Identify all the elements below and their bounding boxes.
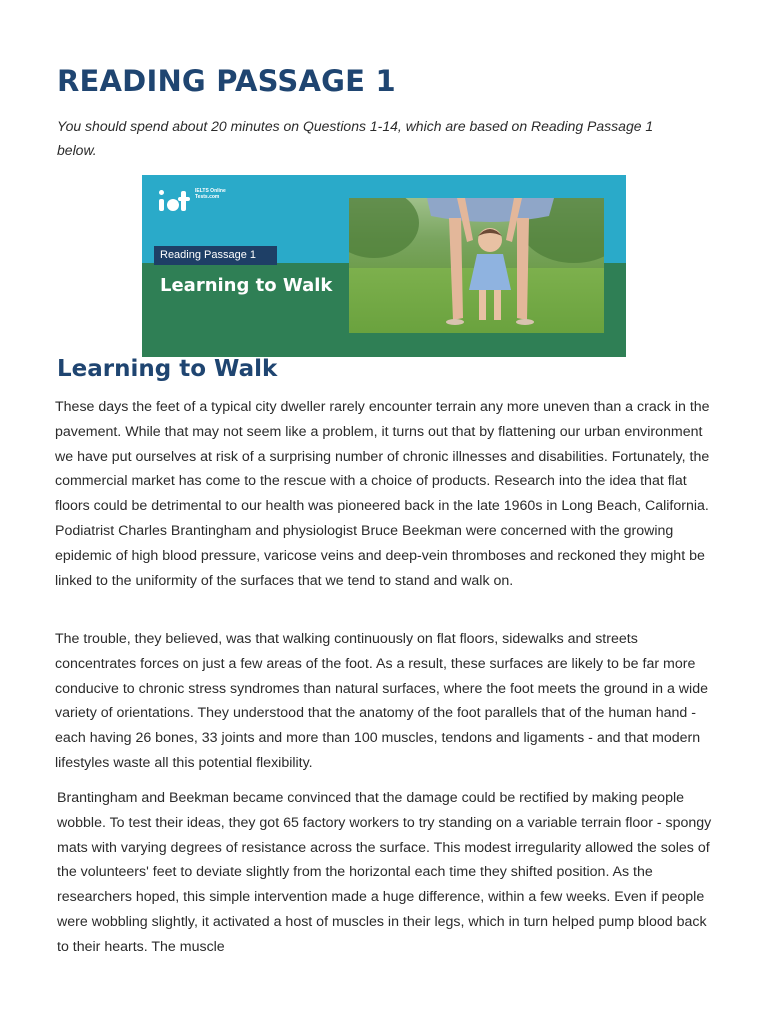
paragraph-2: The trouble, they believed, was that walking continuously on flat floors, sidewalks and streets concentrates forces on just a few areas of the foot. As a result, these surfaces are likely to be far more conducive to chronic stress syndromes than natural surfaces, where the foot meets the ground in a wide variety of orientations. They understood that the anatomy of the foot parallels that of the human hand - each having 26 bones, 33 joints and more than 100 muscles, tendons and ligaments - and that modern lifestyles waste all this potential flexibility. [55,631,708,771]
paragraph-3: Brantingham and Beekman became convinced that the damage could be rectified by making people wobble. To test their ideas, they got 65 factory workers to try standing on a variable terrain floor - spongy mats with varying degrees of resistance across the surface. This modest irregularity allowed the soles of the volunteers' feet to deviate slightly from the horizontal each time they shifted position. As the researchers hoped, this simple intervention made a huge difference, within a few weeks. Even if people were wobbling slightly, it activated a host of muscles in their legs, which in turn helped pump blood back to their hearts. The muscle [57,790,712,955]
logo-wordmark: IELTS Online Tests.com [195,188,226,200]
passage-banner-image [142,175,626,357]
paragraph-1: These days the feet of a typical city dweller rarely encounter terrain any more uneven than a crack in the pavement. While that may not seem like a problem, it turns out that by flattening our urban environment we have put ourselves at risk of a surprising number of chronic illnesses and disabilities. Fortunately, the commercial market has come to the rescue with a choice of products. Research into the idea that flat floors could be detrimental to our health was pioneered back in the late 1960s in Long Beach, California. Podiatrist Charles Brantingham and physiologist Bruce Beekman were concerned with the growing epidemic of high blood pressure, varicose veins and deep-vein thromboses and reckoned they might be linked to the uniformity of the surfaces that we tend to stand and walk on. [55,399,710,589]
page-title: READING PASSAGE 1 [57,64,396,98]
banner-title: Learning to Walk [160,275,333,296]
site-logo [159,185,249,213]
instructions-text: You should spend about 20 minutes on Questions 1-14, which are based on Reading Passage 1 below. [57,118,654,158]
people-illustration [349,198,604,333]
banner-tag: Reading Passage 1 [154,246,277,265]
section-title: Learning to Walk [57,356,278,382]
mother-and-toddler-photo [349,198,604,333]
logo-icon [159,185,191,213]
